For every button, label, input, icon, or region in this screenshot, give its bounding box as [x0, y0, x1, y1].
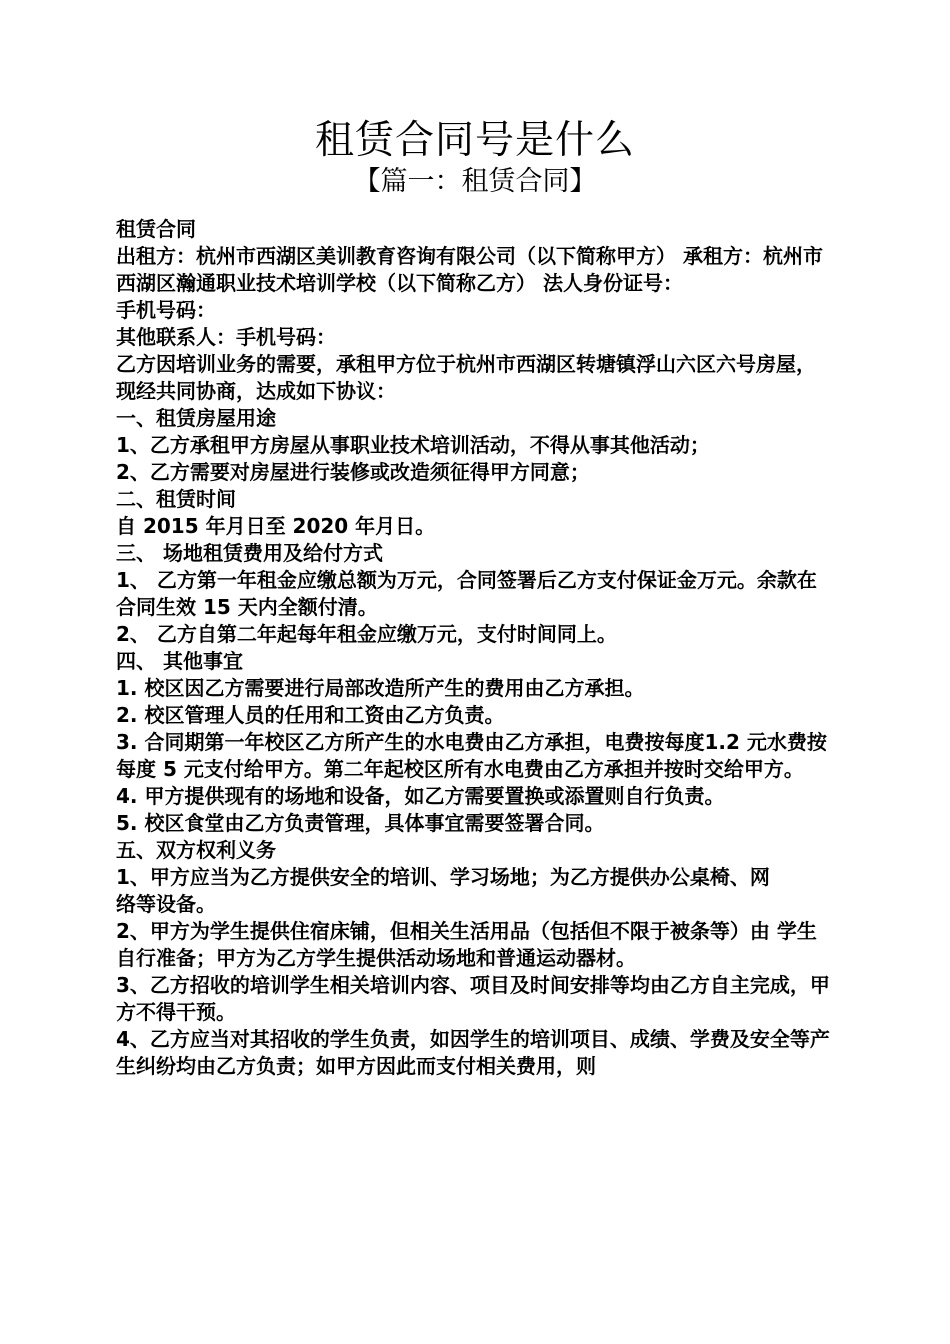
body-line: 络等设备。: [116, 892, 216, 916]
body-line: 自 2015 年月日至 2020 年月日。: [116, 514, 436, 538]
body-line: 一、租赁房屋用途: [116, 406, 276, 430]
document-title: 租赁合同号是什么: [314, 118, 635, 163]
body-line: 1. 校区因乙方需要进行局部改造所产生的费用由乙方承担。: [116, 676, 645, 700]
body-line: 乙方因培训业务的需要，承租甲方位于杭州市西湖区转塘镇浮山六区六号房屋，现经共同协商，达成如下协议：: [116, 352, 816, 403]
body-line: 其他联系人：手机号码：: [116, 325, 336, 349]
body-line: 五、双方权利义务: [116, 838, 276, 862]
body-line: 2. 校区管理人员的任用和工资由乙方负责。: [116, 703, 505, 727]
body-line: 1、乙方承租甲方房屋从事职业技术培训活动，不得从事其他活动；: [116, 433, 710, 457]
body-line: 出租方：杭州市西湖区美训教育咨询有限公司（以下简称甲方） 承租方：杭州市西湖区瀚通职业技术培训学校（以下简称乙方） 法人身份证号：: [116, 244, 823, 295]
body-line: 手机号码：: [116, 298, 216, 322]
body-line: 四、 其他事宜: [116, 649, 243, 673]
body-line: 1、 乙方第一年租金应缴总额为万元，合同签署后乙方支付保证金万元。余款在合同生效 15 天内全额付清。: [116, 568, 817, 619]
body-line: 4、乙方应当对其招收的学生负责，如因学生的培训项目、成绩、学费及安全等产生纠纷均由乙方负责；如甲方因此而支付相关费用，则: [116, 1027, 830, 1078]
body-line: 3、乙方招收的培训学生相关培训内容、项目及时间安排等均由乙方自主完成，甲方不得干预。: [116, 973, 830, 1024]
body-line: 2、乙方需要对房屋进行装修或改造须征得甲方同意；: [116, 460, 590, 484]
document-subtitle: 【篇一：租赁合同】: [353, 166, 597, 197]
body-line: 4. 甲方提供现有的场地和设备，如乙方需要置换或添置则自行负责。: [116, 784, 725, 808]
body-line: 2、甲方为学生提供住宿床铺，但相关生活用品（包括但不限于被条等）由 学生自行准备；甲方为乙方学生提供活动场地和普通运动器材。: [116, 919, 817, 970]
body-line: 三、 场地租赁费用及给付方式: [116, 541, 383, 565]
body-line: 1、甲方应当为乙方提供安全的培训、学习场地；为乙方提供办公桌椅、网: [116, 865, 770, 889]
body-line: 3. 合同期第一年校区乙方所产生的水电费由乙方承担，电费按每度1.2 元水费按每度 5 元支付给甲方。第二年起校区所有水电费由乙方承担并按时交给甲方。: [116, 730, 827, 781]
body-line: 租赁合同: [116, 217, 196, 241]
body-line: 2、 乙方自第二年起每年租金应缴万元，支付时间同上。: [116, 622, 617, 646]
document-body: [116, 216, 834, 1080]
body-line: 二、租赁时间: [116, 487, 236, 511]
body-line: 5. 校区食堂由乙方负责管理，具体事宜需要签署合同。: [116, 811, 605, 835]
